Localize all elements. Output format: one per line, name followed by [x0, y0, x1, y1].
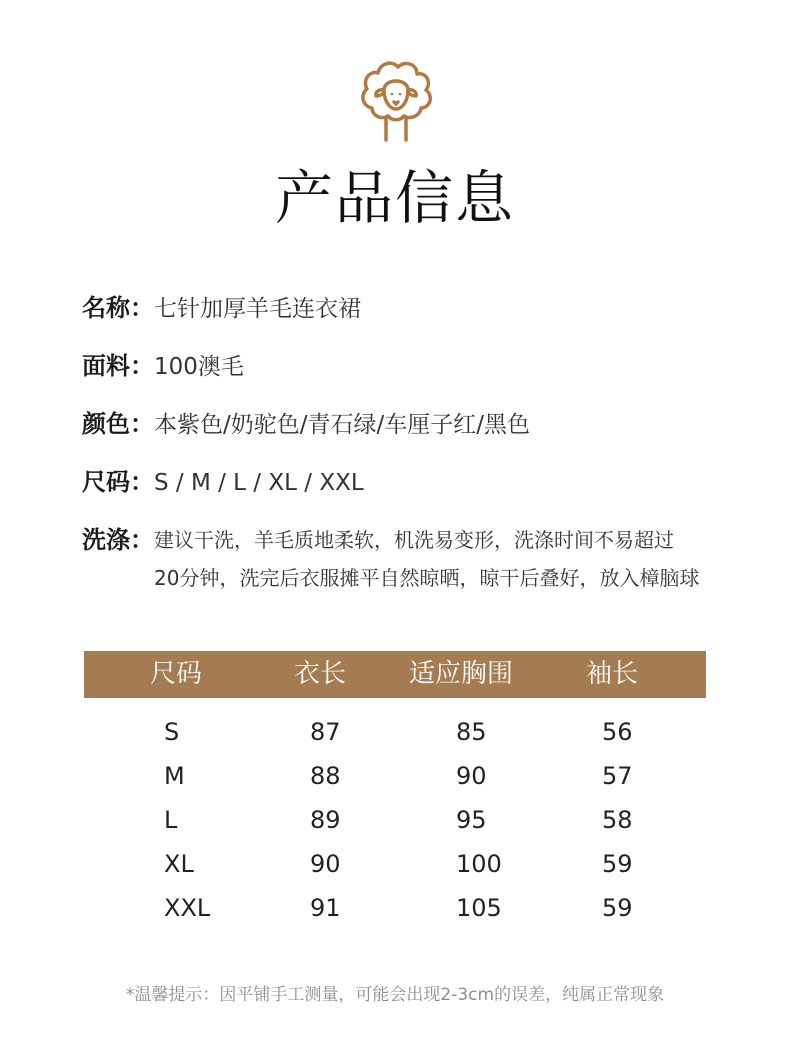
cell-sleeve: 56: [602, 718, 633, 746]
header-sleeve: 袖长: [586, 659, 639, 689]
cell-size: L: [164, 806, 178, 834]
table-header: [84, 651, 706, 698]
product-info: [82, 286, 732, 597]
colors-label: 颜色：: [82, 410, 154, 438]
page-title: 产品信息: [274, 164, 515, 232]
name-label: 名称：: [82, 294, 154, 322]
cell-size: S: [164, 718, 180, 746]
colors-value: 本紫色/奶驼色/青石绿/车厘子红/黑色: [154, 412, 530, 438]
cell-chest: 100: [456, 850, 502, 878]
cell-length: 91: [310, 894, 341, 922]
cell-length: 90: [310, 850, 341, 878]
cell-sleeve: 59: [602, 894, 633, 922]
cell-length: 89: [310, 806, 341, 834]
sizes-value: S / M / L / XL / XXL: [154, 470, 364, 496]
material-value: 100澳毛: [154, 354, 244, 380]
info-row-material: [82, 344, 732, 402]
wash-label: 洗涤：: [82, 526, 154, 554]
cell-length: 88: [310, 762, 341, 790]
cell-chest: 95: [456, 806, 487, 834]
info-row-name: [82, 286, 732, 344]
header-size: 尺码: [150, 659, 203, 689]
wash-instructions: [154, 521, 714, 597]
table-body: [84, 710, 706, 930]
sizes-label: 尺码：: [82, 468, 154, 496]
sheep-icon: [354, 54, 438, 146]
cell-size: M: [164, 762, 185, 790]
cell-length: 87: [310, 718, 341, 746]
name-value: 七针加厚羊毛连衣裙: [154, 296, 361, 322]
info-row-wash: [82, 518, 732, 597]
header-chest: 适应胸围: [409, 659, 514, 689]
info-row-sizes: [82, 460, 732, 518]
table-row: [84, 798, 706, 842]
wash-line-2: 20分钟，洗完后衣服摊平自然晾晒，晾干后叠好，放入樟脑球: [154, 566, 700, 590]
cell-sleeve: 57: [602, 762, 633, 790]
table-row: [84, 886, 706, 930]
cell-sleeve: 58: [602, 806, 633, 834]
wash-line-1: 建议干洗，羊毛质地柔软，机洗易变形，洗涤时间不易超过: [154, 528, 674, 552]
cell-size: XL: [164, 850, 194, 878]
material-label: 面料：: [82, 352, 154, 380]
cell-size: XXL: [164, 894, 211, 922]
table-row: [84, 842, 706, 886]
table-row: [84, 710, 706, 754]
measurement-note: *温馨提示：因平铺手工测量，可能会出现2-3cm的误差，纯属正常现象: [125, 985, 665, 1005]
cell-sleeve: 59: [602, 850, 633, 878]
info-row-colors: [82, 402, 732, 460]
cell-chest: 90: [456, 762, 487, 790]
table-row: [84, 754, 706, 798]
size-table: [84, 651, 706, 930]
header-length: 衣长: [294, 659, 347, 689]
cell-chest: 105: [456, 894, 502, 922]
cell-chest: 85: [456, 718, 487, 746]
